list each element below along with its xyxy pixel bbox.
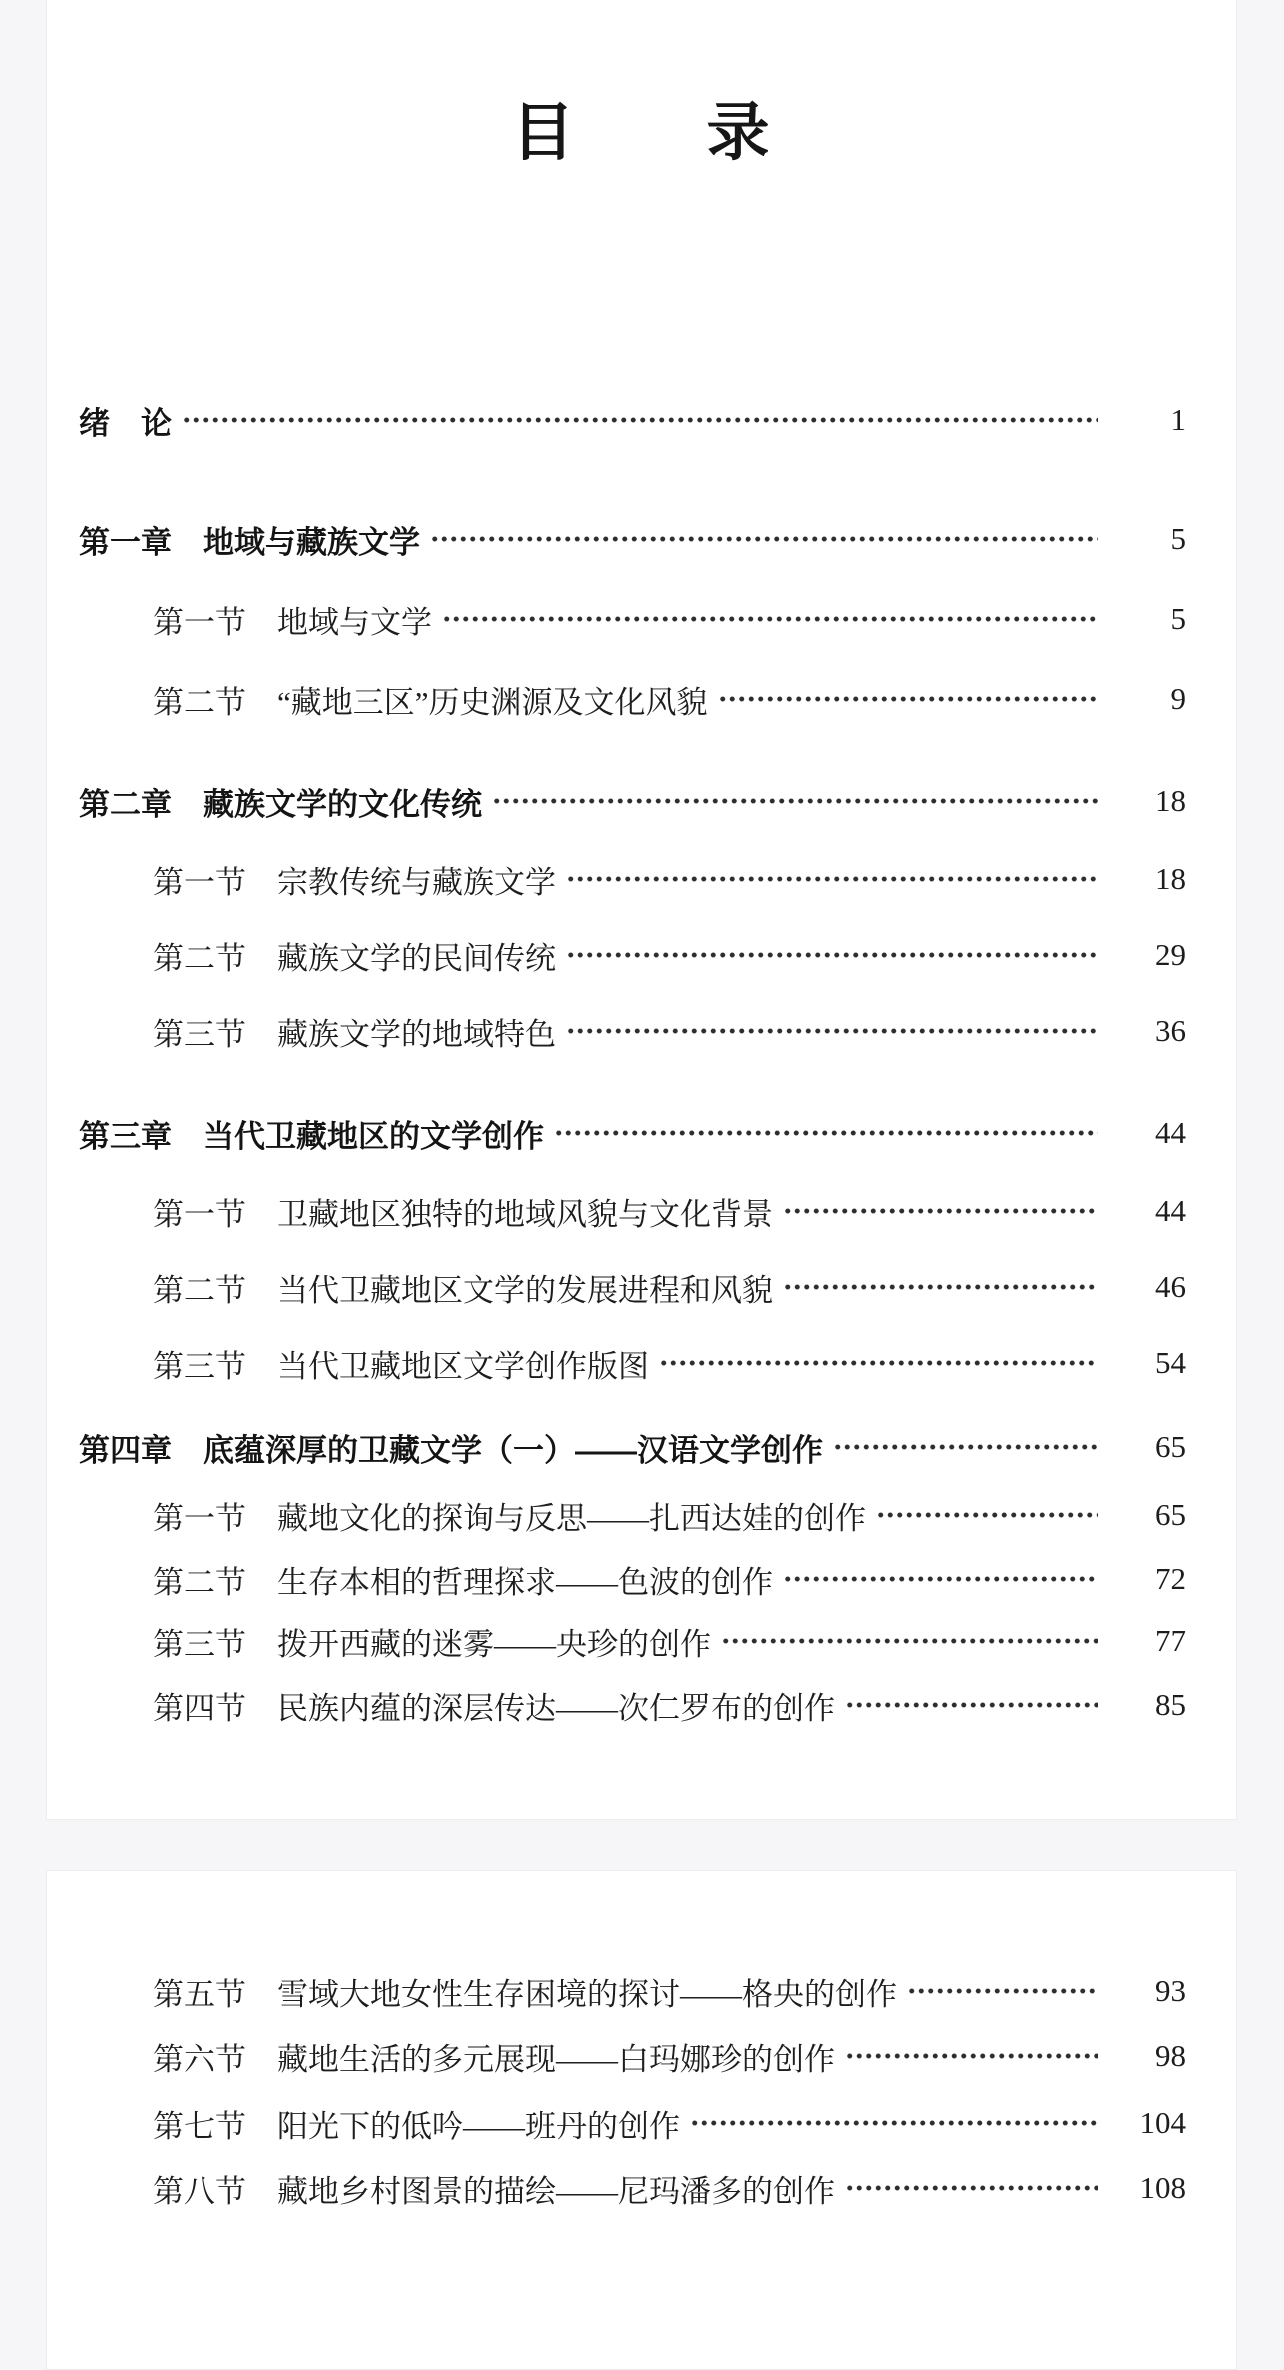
toc-page-number: 5 [1170,521,1186,556]
toc-page-number: 77 [1155,1623,1186,1658]
dot-leader [783,1561,1098,1597]
toc-page-number: 44 [1155,1193,1186,1228]
toc-page-number: 72 [1155,1561,1186,1596]
dot-leader [566,937,1098,973]
toc-entry-section [47,681,1236,720]
toc-entry-text: 第八节 藏地乡村图景的描绘——尼玛潘多的创作 [153,2173,835,2209]
toc-page-number: 9 [1170,681,1186,716]
dot-leader [845,2170,1098,2206]
dot-leader [182,402,1098,438]
toc-entry-section [47,1193,1236,1232]
toc-page-number: 54 [1155,1345,1186,1380]
toc-entry-chapter [47,783,1236,822]
toc-entry-text: 第七节 阳光下的低吟——班丹的创作 [153,2108,680,2144]
dot-leader [430,521,1098,557]
toc-page-number: 18 [1155,783,1186,818]
toc-entry-section [47,1345,1236,1384]
toc-entry-section [47,1687,1236,1726]
toc-page-number: 44 [1155,1115,1186,1150]
toc-page-number: 1 [1170,402,1186,437]
toc-entry-section [47,2038,1236,2077]
toc-entry-text: 第四节 民族内蕴的深层传达——次仁罗布的创作 [153,1690,835,1726]
toc-page-number: 104 [1139,2105,1186,2140]
toc-entry-section [47,1269,1236,1308]
toc-entry-text: 绪 论 [79,405,172,441]
toc-entry-text: 第四章 底蕴深厚的卫藏文学（一）——汉语文学创作 [79,1432,823,1468]
toc-entry-text: 第一节 地域与文学 [153,604,432,640]
dot-leader [566,861,1098,897]
toc-entry-text: 第二节 生存本相的哲理探求——色波的创作 [153,1564,773,1600]
book-page-2 [46,1870,1237,2370]
toc-page-number: 98 [1155,2038,1186,2073]
toc-entry-section [47,1561,1236,1600]
dot-leader [554,1115,1098,1151]
toc-entry-text: 第一章 地域与藏族文学 [79,524,420,560]
toc-entry-text: 第二节 “藏地三区”历史渊源及文化风貌 [153,684,708,720]
toc-page-number: 36 [1155,1013,1186,1048]
toc-page-number: 5 [1170,601,1186,636]
toc-entry-text: 第三节 当代卫藏地区文学创作版图 [153,1348,649,1384]
dot-leader [845,2038,1098,2074]
dot-leader [783,1269,1098,1305]
toc-page-number: 29 [1155,937,1186,972]
dot-leader [876,1497,1098,1533]
toc-entry-text: 第三节 藏族文学的地域特色 [153,1016,556,1052]
toc-entry-section [47,1623,1236,1662]
dot-leader [833,1429,1098,1465]
toc-entry-chapter [47,521,1236,560]
dot-leader [718,681,1098,717]
toc-entry-text: 第五节 雪域大地女性生存困境的探讨——格央的创作 [153,1976,897,2012]
dot-leader [659,1345,1098,1381]
toc-entry-section [47,1497,1236,1536]
toc-entry-text: 第六节 藏地生活的多元展现——白玛娜珍的创作 [153,2041,835,2077]
toc-page-number: 85 [1155,1687,1186,1722]
toc-entry-chapter [47,1115,1236,1154]
toc-entry-section [47,2170,1236,2209]
toc-entry-text: 第二章 藏族文学的文化传统 [79,786,482,822]
toc-entry-text: 第二节 当代卫藏地区文学的发展进程和风貌 [153,1272,773,1308]
toc-page-number: 93 [1155,1973,1186,2008]
toc-entry-section [47,1013,1236,1052]
toc-entry-section [47,1973,1236,2012]
toc-entry-text: 第三节 拨开西藏的迷雾——央珍的创作 [153,1626,711,1662]
toc-entry-section [47,2105,1236,2144]
page-title: 目 录 [511,98,772,168]
toc-entry-section [47,601,1236,640]
toc-entry-text: 第一节 藏地文化的探询与反思——扎西达娃的创作 [153,1500,866,1536]
toc-page-number: 46 [1155,1269,1186,1304]
toc-page-number: 65 [1155,1497,1186,1532]
dot-leader [442,601,1098,637]
toc-entry-section [47,937,1236,976]
toc-page-number: 18 [1155,861,1186,896]
dot-leader [690,2105,1098,2141]
toc-page-number: 65 [1155,1429,1186,1464]
dot-leader [492,783,1098,819]
toc-entry-text: 第一节 卫藏地区独特的地域风貌与文化背景 [153,1196,773,1232]
toc-entry-intro [47,402,1236,441]
toc-entry-text: 第一节 宗教传统与藏族文学 [153,864,556,900]
toc-entry-chapter [47,1429,1236,1468]
toc-entry-section [47,861,1236,900]
book-page-1 [46,0,1237,1820]
dot-leader [783,1193,1098,1229]
dot-leader [907,1973,1098,2009]
toc-entry-text: 第二节 藏族文学的民间传统 [153,940,556,976]
dot-leader [845,1687,1098,1723]
toc-entry-text: 第三章 当代卫藏地区的文学创作 [79,1118,544,1154]
dot-leader [566,1013,1098,1049]
toc-page-number: 108 [1139,2170,1186,2205]
dot-leader [721,1623,1098,1659]
